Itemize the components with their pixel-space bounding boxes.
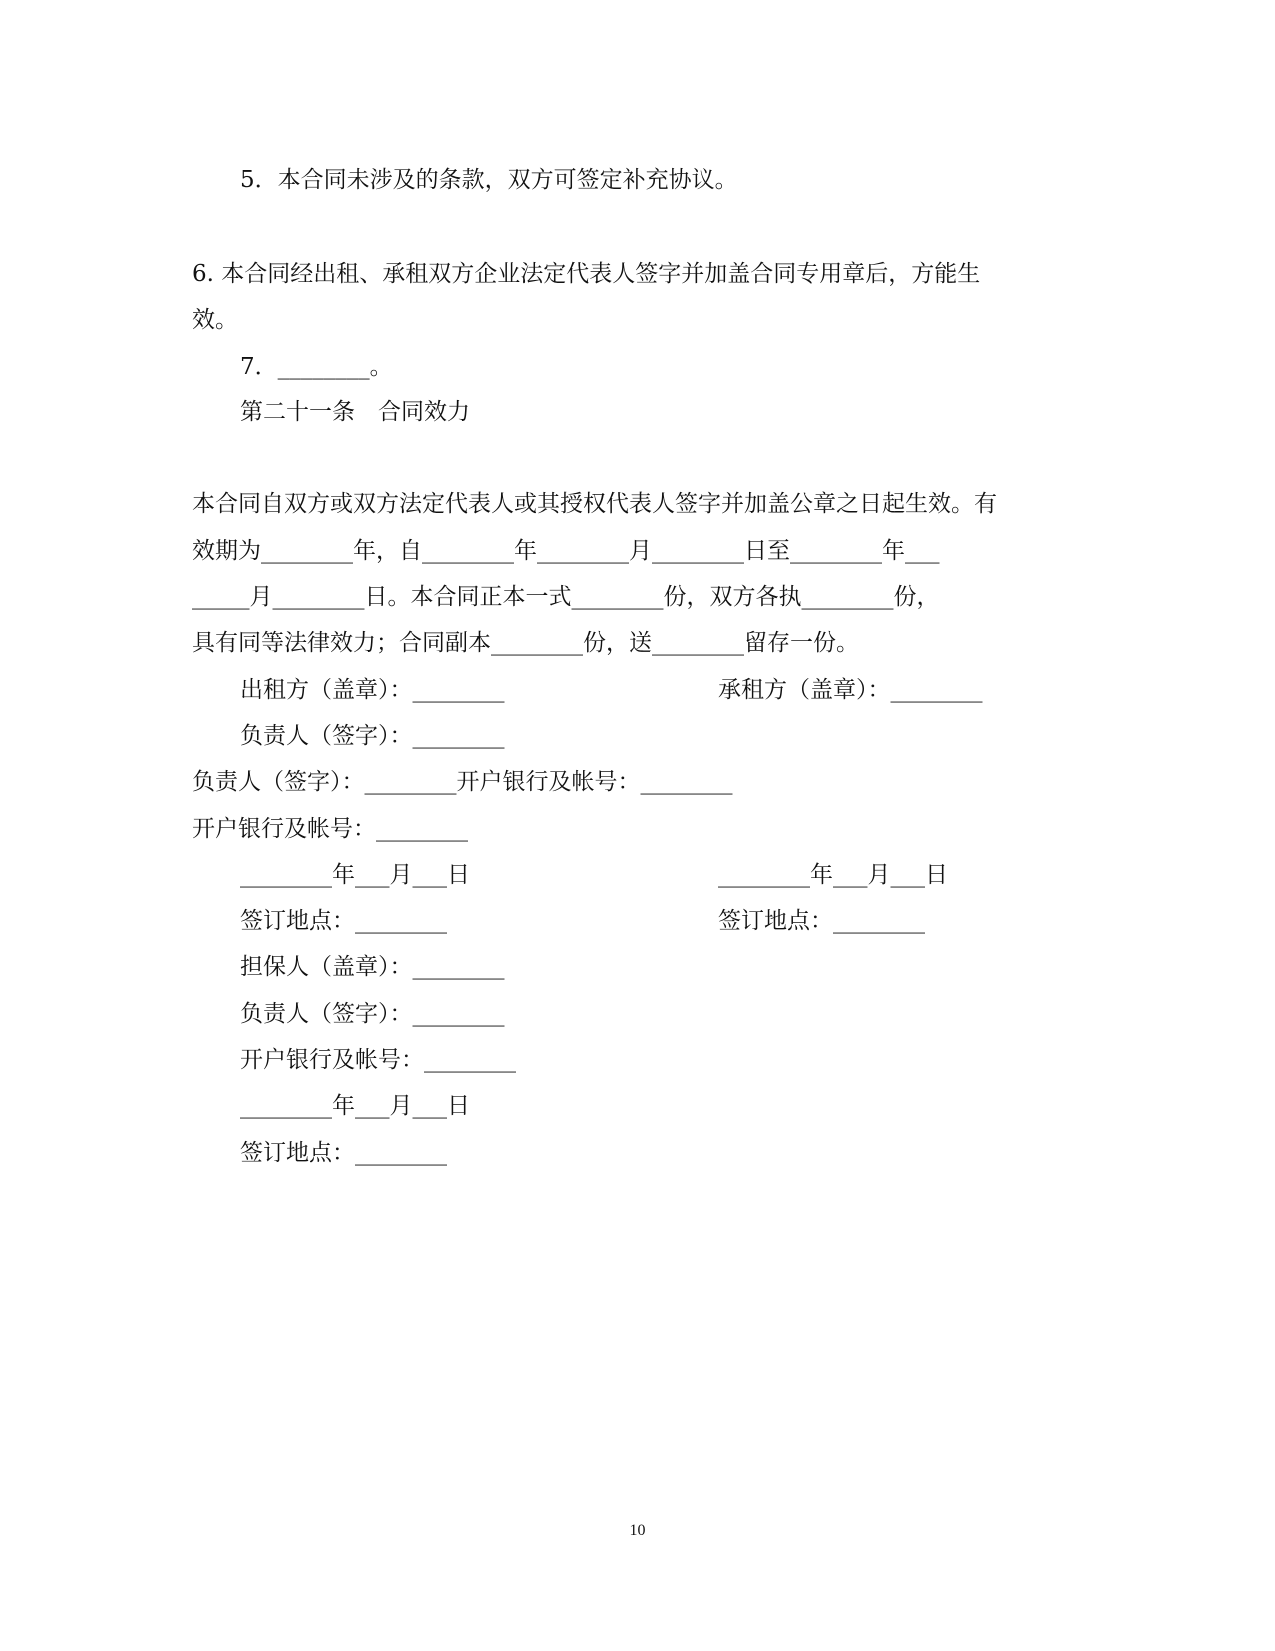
place-right: 签订地点：________ [718, 908, 925, 934]
article-21-heading: 第二十一条 合同效力 [240, 399, 470, 425]
validity-line-2: 效期为________年，自________年________月________日至________年___ [192, 538, 940, 564]
bank-account-2: 开户银行及帐号：________ [240, 1047, 516, 1073]
date-guarantor: ________年___月___日 [240, 1093, 470, 1119]
validity-line-3: _____月________日。本合同正本一式________份，双方各执________份， [192, 584, 940, 610]
clause-5: 5．本合同未涉及的条款，双方可签定补充协议。 [240, 167, 738, 193]
validity-line-1: 本合同自双方或双方法定代表人或其授权代表人签字并加盖公章之日起生效。有 [192, 491, 997, 517]
date-right: ________年___月___日 [718, 862, 948, 888]
principal-bank-line: 负责人（签字）：________开户银行及帐号：________ [192, 769, 733, 795]
place-guarantor: 签订地点：________ [240, 1140, 447, 1166]
principal-signature-1: 负责人（签字）：________ [240, 723, 505, 749]
lessee-seal: 承租方（盖章）：________ [718, 677, 983, 703]
page-number: 10 [629, 1522, 646, 1539]
clause-6-line-1: 6. 本合同经出租、承租双方企业法定代表人签字并加盖合同专用章后，方能生 [192, 261, 981, 287]
date-left: ________年___月___日 [240, 862, 470, 888]
principal-signature-2: 负责人（签字）：________ [240, 1001, 505, 1027]
lessor-seal: 出租方（盖章）：________ [240, 677, 505, 703]
clause-6-line-2: 效。 [192, 307, 238, 333]
clause-7: 7．________。 [240, 354, 393, 380]
guarantor-seal: 担保人（盖章）：________ [240, 954, 505, 980]
bank-account-1: 开户银行及帐号：________ [192, 816, 468, 842]
place-left: 签订地点：________ [240, 908, 447, 934]
validity-line-4: 具有同等法律效力；合同副本________份，送________留存一份。 [192, 630, 859, 656]
